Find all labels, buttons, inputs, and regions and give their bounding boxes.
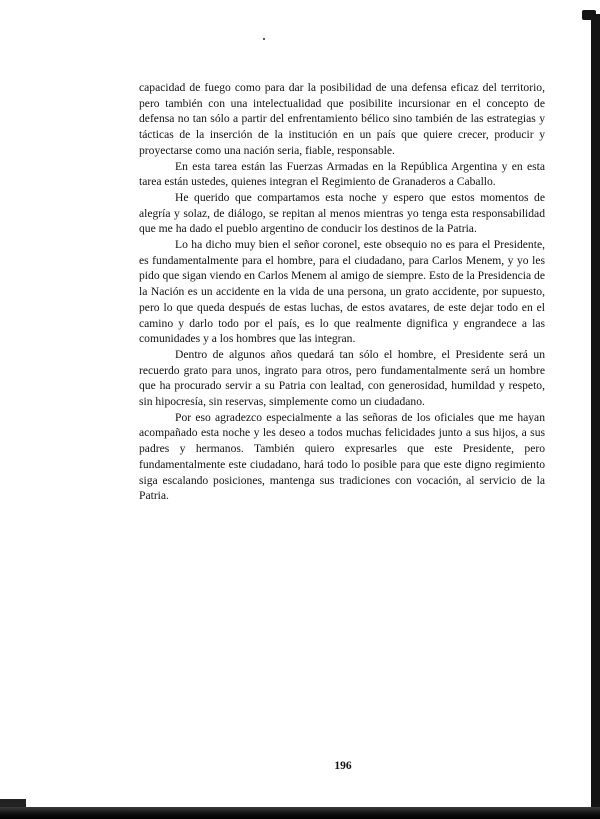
paragraph-2: En esta tarea están las Fuerzas Armadas en la República Argentina y en esta tarea están ustedes, quienes integran el Regimiento de Granaderos a Caballo. [139, 159, 545, 189]
paragraph-4: Lo ha dicho muy bien el señor coronel, este obsequio no es para el Presidente, es fundamentalmente para el hombre, para el ciudadano, para Carlos Menem, y yo les pido que sigan viendo en Carlos Menem al amigo de siempre. Esto de la Presidencia de la Nación es un accidente en la vida de una persona, un grato accidente, por supuesto, pero lo que queda después de estas luchas, de estos avatares, de este dejar todo en el camino y darlo todo por el país, es lo que realmente dignifica y engrandece a las comunidades y a los hombres que las integran. [139, 238, 545, 346]
paragraph-3: He querido que compartamos esta noche y espero que estos momentos de alegría y solaz, de diálogo, se repitan al menos mientras yo tenga esta responsabilidad que me ha dado el pueblo argentino de conducir los destinos de la Patria. [139, 190, 545, 236]
paragraph-1: capacidad de fuego como para dar la posibilidad de una defensa eficaz del territorio, pero también con una intelectualidad que posibilite incursionar en el concepto de defensa no tan sólo a partir del enfrentamiento bélico sino también de las estrategias y tácticas de la inserción de la institución en un país que quiere crecer, producir y proyectarse como una nación seria, fiable, responsable. [139, 81, 545, 157]
scan-edge-right [591, 14, 600, 807]
scan-speck [263, 38, 265, 40]
scan-edge-bottom [0, 807, 600, 819]
paragraph-5: Dentro de algunos años quedará tan sólo el hombre, el Presidente será un recuerdo grato para unos, ingrato para otros, pero fundamentalmente será un hombre que ha procurado servir a su Patria con lealtad, con generosidad, humildad y respeto, sin hipocresía, sin reservas, simplemente como un ciudadano. [139, 347, 545, 409]
body-text [139, 80, 545, 504]
page-number: 196 [334, 760, 352, 772]
paragraph-6: Por eso agradezco especialmente a las señoras de los oficiales que me hayan acompañado esta noche y les deseo a todos muchas felicidades junto a sus hijos, a sus padres y hermanos. También quiero expresarles que este Presidente, pero fundamentalmente este ciudadano, hará todo lo posible para que este digno regimiento siga escalando posiciones, mantenga sus tradiciones con vocación, al servicio de la Patria. [139, 410, 545, 503]
